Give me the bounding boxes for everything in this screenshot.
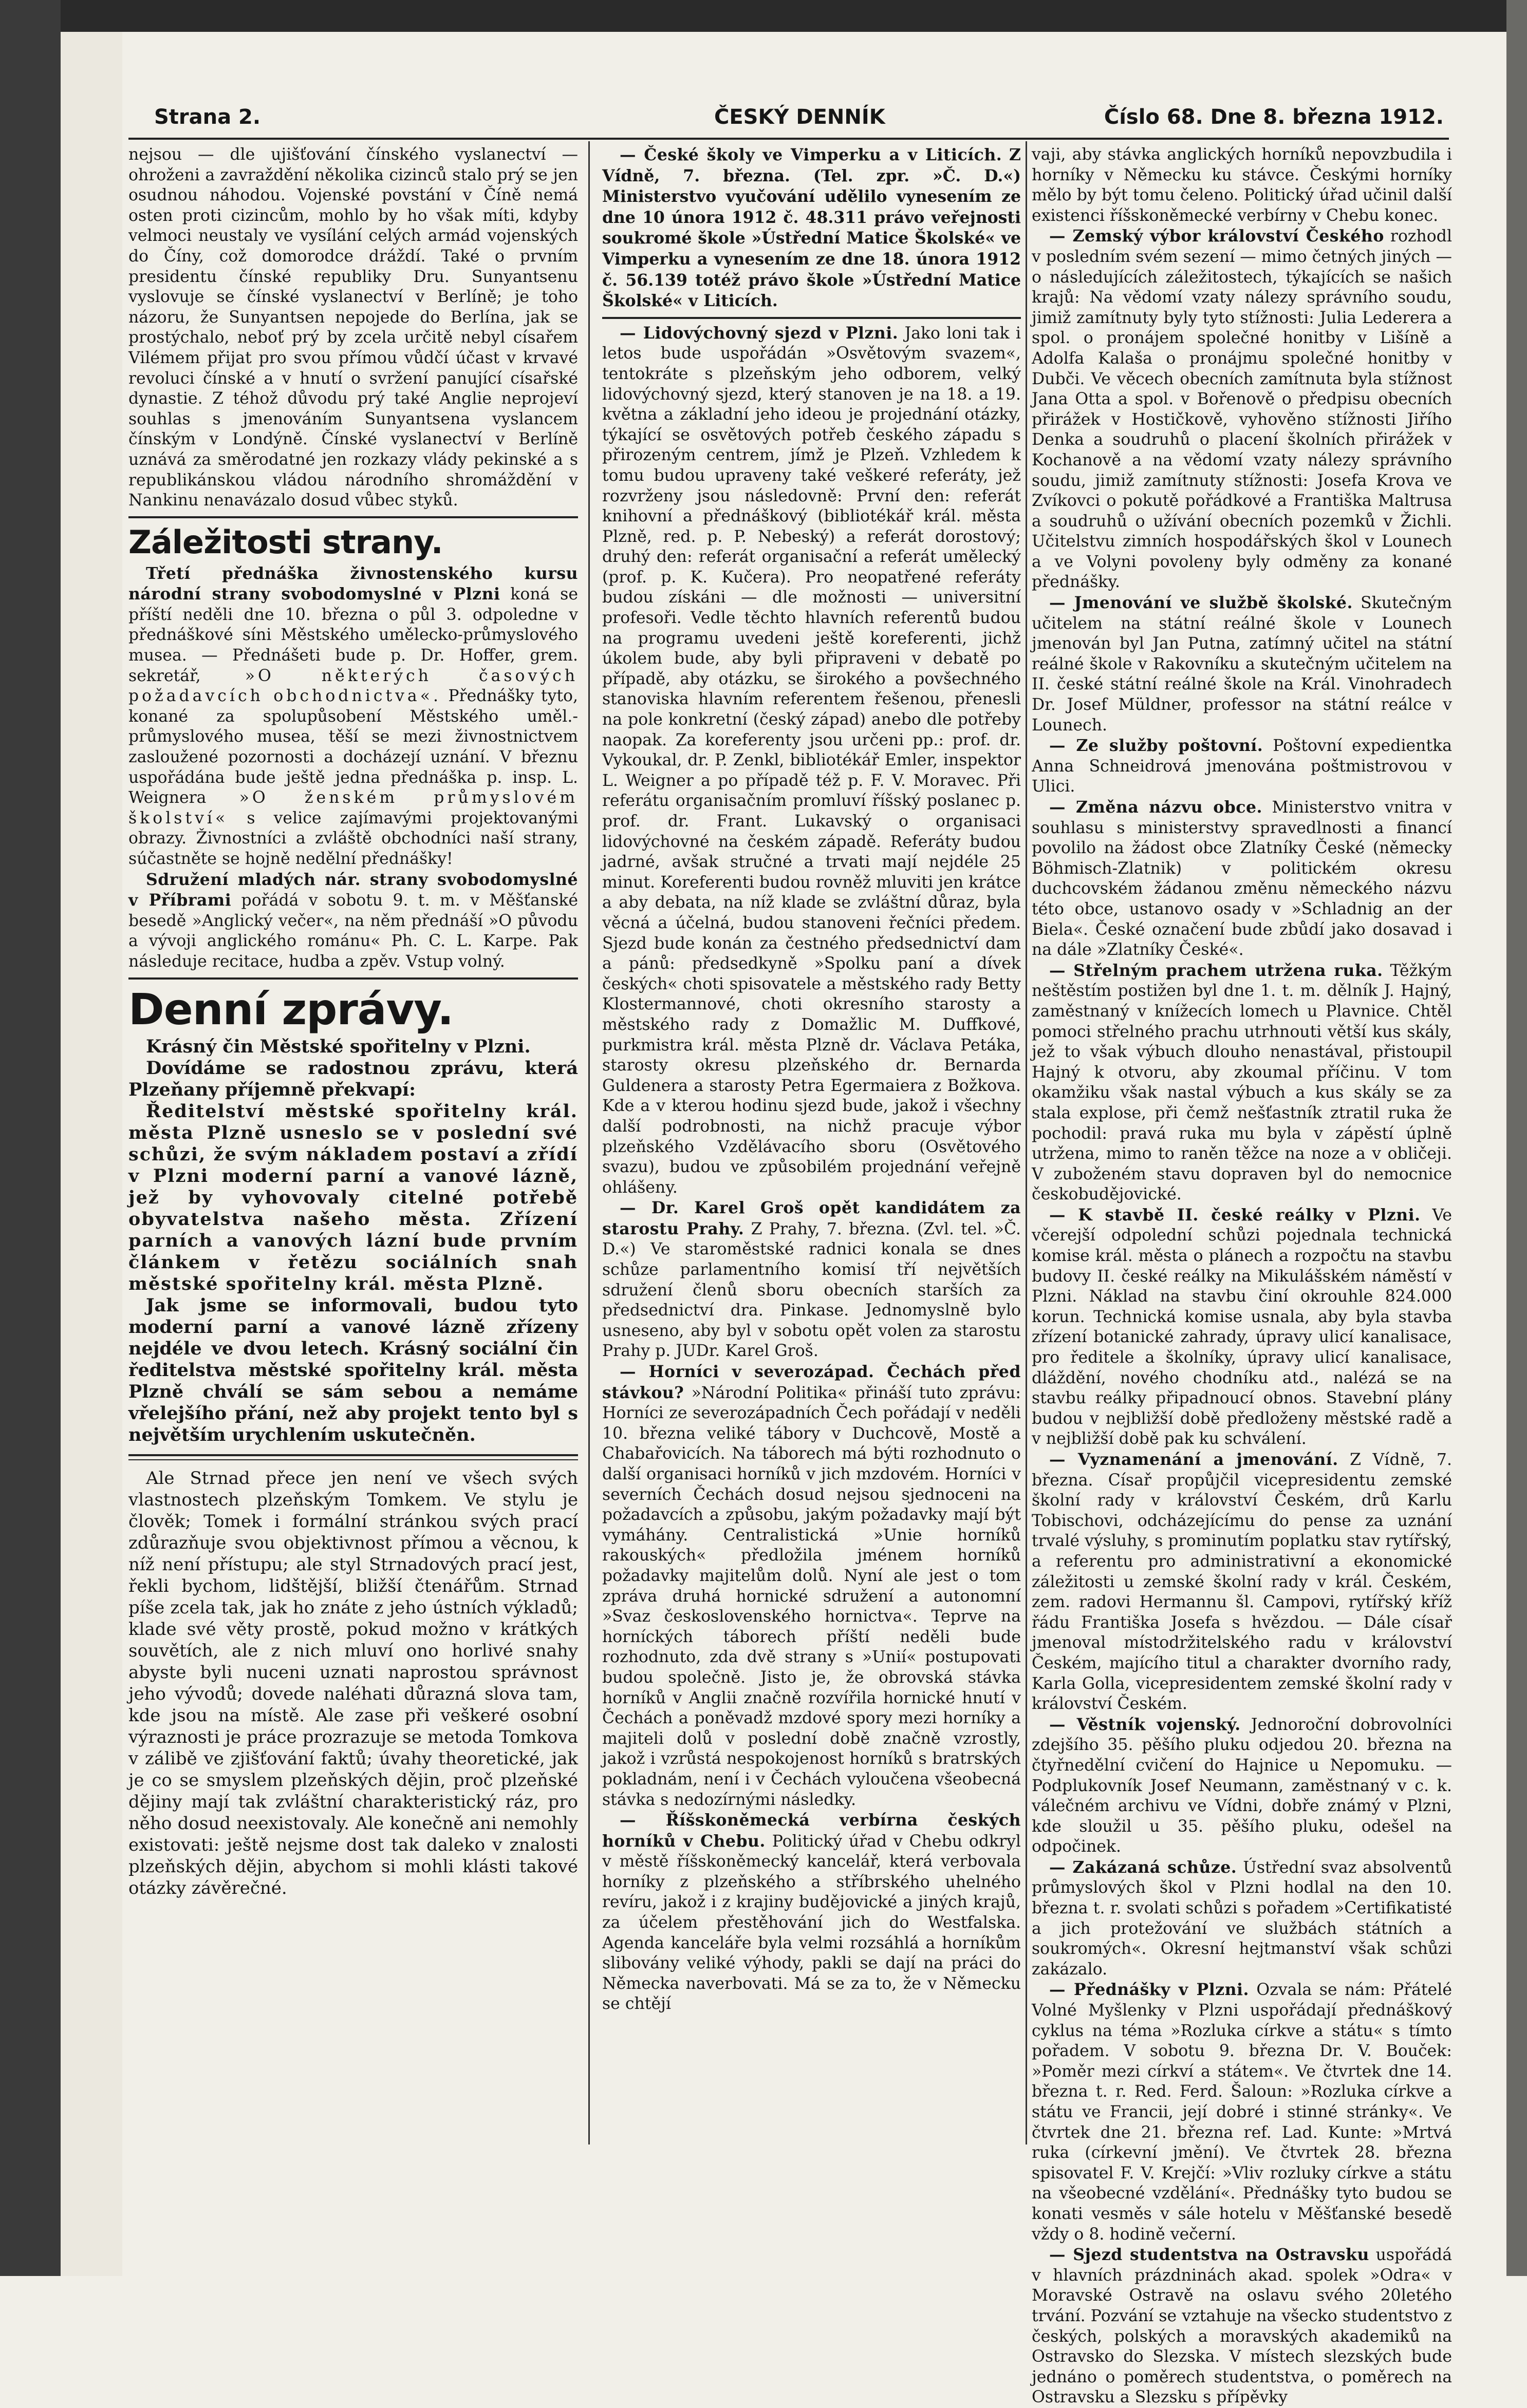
article-headline: — Střelným prachem utržena ruka. xyxy=(1049,961,1383,980)
column-rule-1 xyxy=(588,141,590,2144)
article-headline: — Říšskoněmecká verbírna českých horníků v Chebu. xyxy=(602,1811,1021,1851)
article-recruitment-cheb: — Říšskoněmecká verbírna českých horníků v Chebu. Politický úřad v Chebu odkryl v městě říšskoněmecký kancelář, která verbovala horníky z plzeňského a stříbrského uhelného revíru, jakož i z krajiny budějovické a jiných krajů, za účelem přestěhování jich do Westfalska. Agenda kanceláře byla velmi rozsáhlá a horníkům slibovány veliké výhody, pakli se dají na práci do Německa naverbovati. Má se za to, že v Německu se chtějí xyxy=(602,1811,1021,2014)
article-headline-savings-bank: Krásný čin Městské spořitelny v Plzni. xyxy=(146,1036,531,1057)
scan-border-right xyxy=(1506,0,1527,2276)
article-headline: — Vyznamenání a jmenování. xyxy=(1049,1450,1338,1469)
article-land-committee: — Zemský výbor království Českého rozhodl v posledním svém sezení — mimo četných jiných — o následujících záležitostech, týkajících se našich krajů: Na vědomí vzaty nálezy správního soudu, jimiž zamítnuty byly tyto stížnosti: Julia Lederera a spol. o pronájem společné honitby v Lišíně a Adolfa Kalaša o pronájmu společné honitby v Dubči. Ve věcech obecních zamítnuta byla stížnost Jana Otta a spol. v Bořenově o předpisu obecních přirážek v Hostičkově, vyhověno stížnosti Jiřího Denka a soudruhů o placení školních přirážek v Kochanově a na vědomí vzaty nálezy správního soudu, jimiž zamítnuty stížnosti: Josefa Krova ve Zvíkovci o pokutě pořádkové a Františka Maltrusa a soudruhů o užívání obecních pozemků v Žichli. Učitelstvu zimních hospodářských škol v Lounech a ve Volyni povoleny byly odměny za konané přednášky. xyxy=(1032,227,1452,592)
article-headline: — Změna názvu obce. xyxy=(1049,798,1262,817)
page-number: Strana 2. xyxy=(154,105,261,129)
newspaper-title: ČESKÝ DENNÍK xyxy=(714,105,885,129)
article-headline: — Věstník vojenský. xyxy=(1049,1715,1241,1734)
article-headline: — Ze služby poštovní. xyxy=(1049,736,1263,756)
article-name-change: — Změna názvu obce. Ministerstvo vnitra v souhlasu s ministerstvy spravedlnosti a financí povolilo na žádost obce Zlatníky České (německy Böhmisch-Zlatnik) v politickém okresu duchcovském žádanou změnu německého názvu této obce, ustanovo osady v »Schladnig an der Biela«. České označení bude zbůdí jako dosavad i na dále »Zlatníky České«. xyxy=(1032,798,1452,960)
article-headline: — České školy ve Vimperku a v Liticích. xyxy=(620,145,1002,164)
article-reálka-plzen: — K stavbě II. české reálky v Plzni. Ve včerejší odpolední schůzi pojednala technická komise král. města o plánech a rozpočtu na stavbu budovy II. české reálky na Mikulášském náměstí v Plzni. Náklad na stavbu činí okrouhle 824.000 korun. Technická komise usnala, aby byla stavba zřízení botanické zahrady, úpravy ulicí kanalisace, pro ředitele a školníky, úpravy ulicí kanalisace, dláždění, nového chodníku atd., nalézá se na stavbu reálky připadnoucí obnos. Stavební plány budou v nejbližší době předloženy městské radě a v nejbližší době pak ku schválení. xyxy=(1032,1205,1452,1448)
section-rule xyxy=(128,516,578,518)
column-2 xyxy=(602,145,1021,2199)
article-education-congress: — Lidovýchovný sjezd v Plzni. Jako loni tak i letos bude uspořádán »Osvětovým svazem«, tentokráte s plzeňským jeho odborem, velký lidovýchovný sjezd, který stanoven je na 18. a 19. května a základní jeho ideou je projednání otázky, týkající se osvětových potřeb českého západu s přirozeným centrem, jímž je Plzeň. Vzhledem k tomu budou upraveny také veškeré referáty, jež rozvrženy jsou následovně: První den: referát knihovní a přednáškový (bibliotékář král. města Plzně, red. p. P. Nebeský) a referát dorostový; druhý den: referát organisační a referát umělecký (prof. p. K. Kučera). Pro neopatřené referáty budou získáni — dle možnosti — universitní profesoři. Vedle těchto hlavních referentů budou na programu uvedeni ještě koreferenti, jichž úkolem bude, aby byli připraveni v debatě po případě, aby otázku, se širokého a povšechného stanoviska hlavním referentem řešenou, přenesli na pole konkretní (český západ) anebo dle potřeby naopak. Za koreferenty jsou určeni pp.: prof. dr. Vykoukal, dr. P. Zenkl, bibliotékář Emler, inspektor L. Weigner a po případě též p. F. V. Moravec. Při referátu organisačním promluví říšský poslanec p. prof. dr. Frant. Lukavský o organisaci lidovýchovné na českém západě. Referáty budou jadrné, avšak stručné a trvati mají nejdéle 25 minut. Koreferenti budou rovněž mluviti jen krátce a aby debata, na níž klade se zvláštní důraz, byla věcná a účelná, budou stanoveni řečníci předem. Sjezd bude konán za čestného předsednictví dam a pánů: předsedkyně »Spolku paní a dívek českých« choti spisovatele a městského rady Betty Klostermannové, choti okresního starosty a městského rady z Domažlic M. Duffkové, purkmistra král. města Plzně dr. Václava Petáka, starosty okresu plzeňského dr. Bernarda Guldenera a starosty Petra Egermaiera z Božkova. Kde a v kterou hodinu sjezd bude, jakož i všechny další podrobnosti, na nichž pracuje výbor plzeňského Vzdělávacího sboru (Osvětového svazu), budou ve způsobilém projednání veřejně ohlášeny. xyxy=(602,323,1021,1197)
scan-border-left xyxy=(0,0,61,2276)
article-miners-strike: — Horníci v severozápad. Čechách před stávkou? »Národní Politika« přináší tuto zprávu: Horníci ze severozápadních Čech pořádají v neděli 10. března veliké tábory v Duchcově, Mostě a Chabařovicích. Na táborech má býti rozhodnuto o další organisaci horníků v jich mzdovém. Horníci v severních Čechách dosud nejsou sjednoceni na požadavcích a způsobu, jakým požadavky mají být vymáhány. Centralistická »Unie horníků rakouských« předložila jménem horníků požadavky majitelům dolů. Nyní ale jest o tom zpráva druhá hornické sdružení a autonomní »Svaz československého hornictva«. Teprve na horníckých táborech příští neděli bude rozhodnuto, zda dvě strany s »Unií« postupovati budou společně. Jisto je, že obrovská stávka horníků v Anglii značně rozvířila hornické hnutí v Čechách a poněvadž mzdové spory mezi horníky a majiteli dolů v poslední době značně vzrostly, jakož i vzrůstá nespokojenost horníků s bratrských pokladnám, není i v Čechách vyloučena všeobecná stávka s nedozírnými následky. xyxy=(602,1362,1021,1809)
scan-border-top xyxy=(0,0,1527,32)
article-school-appointments: — Jmenování ve službě školské. Skutečným učitelem na státní reálné škole v Lounech jmenován byl Jan Putna, zatímný učitel na státní reálné škole v Rakovníku a skutečným učitelem na II. české státní reálné škole na Král. Vinohradech Dr. Josef Müldner, professor na státní reálce v Lounech. xyxy=(1032,593,1452,735)
feuilleton-strnad: Ale Strnad přece jen není ve všech svých vlastnostech plzeňským Tomkem. Ve stylu je člověk; Tomek i formální stránkou svých prací zdůrazňuje svou objektivnost přímou a věcnou, k níž není přístupu; ale styl Strnadových prací jest, řekli bychom, lidštější, bližší čtenářům. Strnad píše zcela tak, jak ho znáte z jeho ústních výkladů; klade své věty prostě, pokud možno v krátkých souvětích, ale z nich mluví ono horlivé snahy abyste byli nuceni uznati naprostou správnost jeho vývodů; dovede naléhati důrazná slova tam, kde jsou na místě. Ale zase při veškeré osobní výraznosti je práce prozrazuje se metoda Tomkova v zálibě ve zjišťování faktů; úvahy theoretické, jak je co se smyslem plzeňských dějin, proč plzeňské dějiny mají tak zvláštní charakteristický ráz, pro něho dosud neexistovaly. Ale konečně ani nemohly existovati: ještě nejsme dost tak daleko v znalosti plzeňských dějin, abychom si mohli klásti takové otázky závěrečné. xyxy=(128,1468,578,1898)
section-title-party-affairs: Záležitosti strany. xyxy=(128,523,443,561)
issue-date: Číslo 68. Dne 8. března 1912. xyxy=(1104,105,1444,129)
article-postal-service: — Ze služby poštovní. Poštovní expedientka Anna Schneidrová jmenována poštmistrovou v Ulici. xyxy=(1032,736,1452,796)
article-rule xyxy=(602,317,1021,319)
masthead-rule xyxy=(128,138,1449,140)
article-headline: — K stavbě II. české reálky v Plzni. xyxy=(1049,1205,1421,1225)
page-margin xyxy=(61,32,122,2276)
article-headline: — Zakázaná schůze. xyxy=(1049,1857,1237,1877)
article-headline: — Jmenování ve službě školské. xyxy=(1049,593,1353,613)
article-headline: — Horníci v severozápad. Čechách před stávkou? xyxy=(602,1362,1021,1402)
article-banned-meeting: — Zakázaná schůze. Ústřední svaz absolventů průmyslových škol v Plzni hodlal na den 10. března t. r. svolati schůzi s pořadem »Certifikatisté a jich protežování ve službách státních a soukromých«. Okresní hejtmanství však schůzi zakázalo. xyxy=(1032,1857,1452,1979)
article-headline: — Dr. Karel Groš opět kandidátem za starostu Prahy. xyxy=(602,1198,1021,1238)
article-lectures-plzen: — Přednášky v Plzni. Ozvala se nám: Přátelé Volné Myšlenky v Plzni uspořádají přednáškový cyklus na téma »Rozluka církve a státu« s tímto pořadem. V sobotu 9. března Dr. V. Bouček: »Poměr mezi církví a státem«. Ve čtvrtek dne 14. března t. r. Red. Ferd. Šaloun: »Rozluka církve a státu ve Francii, její dobré i stinné stránky«. Ve čtvrtek dne 21. března ref. Lad. Kunte: »Mrtvá ruka (církevní jmění). Ve čtvrtek 28. března spisovatel F. V. Krejčí: »Vliv rozluky církve a státu na všeobecné vzdělání«. Přednášky tyto budou se konati vesměs v sále hotelu v Měšťanské besedě vždy o 8. hodině večerní. xyxy=(1032,1980,1452,2244)
article-headline: — Lidovýchovný sjezd v Plzni. xyxy=(620,323,899,343)
article-military: — Věstník vojenský. Jednoroční dobrovolníci zdejšího 35. pěšího pluku odjedou 20. března na čtyřnedělní cvičení do Hajnice u Nepomuku. — Podplukovník Josef Neumann, zaměstnaný v c. k. válečném archivu ve Vídni, dobře známý v Plzni, kde sloužil u 35. pěšího pluku, odešel na odpočinek. xyxy=(1032,1715,1452,1856)
article-headline: — Sjezd studentstva na Ostravsku xyxy=(1049,2245,1369,2265)
article-savings-bank-body: Jak jsme se informovali, budou tyto moderní parní a vanové lázně zřízeny nejdéle ve dvou letech. Krásný sociální čin ředitelstva městské spořitelny král. města Plzně chválí se sám sebou a nemáme vřelejšího přání, než aby projekt tento byl s největším urychlením uskutečněn. xyxy=(128,1294,578,1445)
article-schools-vimperk: — České školy ve Vimperku a v Liticích. Z Vídně, 7. března. (Tel. zpr. »Č. D.«) Ministerstvo vyučování udělilo vynesením ze dne 10 února 1912 č. 48.311 právo veřejnosti soukromé škole »Ústřední Matice Školské« ve Vimperku a vynesením ze dne 18. února 1912 č. 56.139 totéž právo škole »Ústřední Matice Školské« v Liticích. xyxy=(602,145,1021,311)
article-headline: Sdružení mladých nár. strany svobodomyslné v Příbrami xyxy=(128,870,578,910)
masthead xyxy=(154,105,1444,141)
article-gros-mayor: — Dr. Karel Groš opět kandidátem za starostu Prahy. Z Prahy, 7. března. (Zvl. tel. »Č. D.«) Ve staroměstské radnici konala se dnes schůze parlamentního komisí tří největších sdružení členů sboru obecních starších za předsednictví dra. Pinkase. Jednomyslně bylo usneseno, aby byl v sobotu opět volen za starostu Prahy p. JUDr. Karel Groš. xyxy=(602,1198,1021,1361)
article-china-continued: nejsou — dle ujišťování čínského vyslanectví — ohroženi a zavraždění několika cizinců stalo prý se jen osudnou náhodou. Vojenské povstání v Číně nemá osten proti cizincům, mohlo by ho však míti, kdyby velmoci neustaly ve vysílání celých armád vojenských do Číny, což domorodce dráždí. Také o prvním presidentu čínské republiky Dru. Sunyantsenu vyslovuje se čínské vyslanectví v Berlíně; je toho názoru, že Sunyantsen nepojede do Berlína, jak se prostýchalo, neboť prý by zcela určitě nebyl císařem Vilémem přijat pro svou přímou vůdčí účast v krvavé revoluci čínské a v hnutí o svržení panující císařské dynastie. Z téhož důvodu prý také Anglie neprojeví souhlas s jmenováním Sunyantsena vyslancem čínským v Londýně. Čínské vyslanectví v Berlíně uznává za směrodatné jen rozkazy vlády pekinské a s republikánskou vládou národního shromáždění v Nankinu nenavázalo dosud vůbec styků. xyxy=(128,145,578,510)
article-headline: — Zemský výbor království Českého xyxy=(1049,227,1384,246)
section-title-daily-news: Denní zprávy. xyxy=(128,984,454,1034)
article-headline: Třetí přednáška živnostenského kursu národní strany svobodomyslné v Plzni xyxy=(128,563,578,604)
article-headline: — Přednášky v Plzni. xyxy=(1049,1980,1249,2000)
article-student-congress: — Sjezd studentstva na Ostravsku uspořádá v hlavních prázdninách akad. spolek »Odra« v Moravské Ostravě na oslavu svého 20letého trvání. Pozvání se vztahuje na všecko studentstvo z českých, polských a moravských akademiků na Ostravsko do Slezska. V místech slezských bude jednáno o poměrech studentstva, o poměrech na Ostravsku a Slezsku s přípěvky xyxy=(1032,2245,1452,2407)
article-savings-bank-intro: Dovídáme se radostnou zprávu, která Plzeňany příjemně překvapí: xyxy=(128,1057,578,1100)
feuilleton-rule xyxy=(128,1454,578,1460)
article-lecture: Třetí přednáška živnostenského kursu národní strany svobodomyslné v Plzni koná se příští neděli dne 10. března o půl 3. odpoledne v přednáškové síni Městského umělecko-průmyslového musea. — Přednášeti bude p. Dr. Hoffer, grem. sekretář, »O některých časových požadavcích obchodnictva«. Přednášky tyto, konané za spolupůsobení Městského uměl.-průmyslového musea, těší se mezi živnostnictvem zasloužené pozornosti a docházejí uznání. V březnu uspořádána bude ještě jedna přednáška p. insp. L. Weignera »O ženském průmyslovém školství« s velice zajímavými projektovanými obrazy. Živnostníci a zvláště obchodníci naší strany, súčastněte se hojně nedělní přednášky! xyxy=(128,563,579,868)
article-savings-bank-quote: Ředitelství městské spořitelny král. města Plzně usneslo se v poslední své schůzi, že svým nákladem postaví a zřídí v Plzni moderní parní a vanové lázně, jež by vyhovovaly citelné potřebě obyvatelstva našeho města. Zřízení parních a vanových lázní bude prvním článkem v řetězu sociálních snah městské spořitelny král. města Plzně. xyxy=(128,1100,578,1294)
article-gunpowder-accident: — Střelným prachem utržena ruka. Těžkým neštěstím postižen byl dne 1. t. m. dělník J. Hajný, zaměstnaný v knížecích lomech u Plavnice. Chtěl pomoci střelného prachu utrhnouti větší kus skály, jež to však výbuch dlouho nenastával, přistoupil Hajný k otvoru, aby zkoumal příčinu. V tom okamžiku však nastal výbuch a kus skály se za stala explose, při čemž nešťastník ztratil ruka že pochodil: pravá ruka mu byla v zápěstí úplně utržena, mimo to raněn těžce na noze a v obličeji. V zuboženém stavu dopraven byl do nemocnice českobudějovické. xyxy=(1032,961,1452,1204)
article-young-party-pribram: Sdružení mladých nár. strany svobodomyslné v Příbrami pořádá v sobotu 9. t. m. v Měšťanské besedě »Anglický večer«, na něm přednáší »O původu a vývoji anglického románu« Ph. C. L. Karpe. Pak následuje recitace, hudba a zpěv. Vstup volný. xyxy=(128,870,578,971)
column-rule-2 xyxy=(1026,141,1027,2144)
column-3 xyxy=(1032,145,1452,2407)
column-1 xyxy=(128,145,578,2199)
section-rule xyxy=(128,977,578,980)
article-recruitment-continued: vaji, aby stávka anglických horníků nepovzbudila i horníky v Německu ku stávce. Českými horníky mělo by být tomu čeleno. Politický úřad učinil další existenci říšskoněmecké verbírny v Chebu konec. xyxy=(1032,145,1452,225)
article-honours: — Vyznamenání a jmenování. Z Vídně, 7. března. Císař propůjčil vicepresidentu zemské školní rady v království Českém, drů Karlu Tobischovi, odcházejícímu do pense za uznání trvalé výsluhy, s prominutím poplatku stav rytířský, a referentu pro administrativní a ekonomické záležitosti u zemské školní rady v král. Českém, zem. radovi Hermannu šl. Campovi, rytířský kříž řádu Františka Josefa s hvězdou. — Dále císař jmenoval místodržitelského radu v království Českém, majícího titul a charakter dvorního rady, Karla Golla, vicepresidentem zemské školní rady v království Českém. xyxy=(1032,1450,1452,1714)
